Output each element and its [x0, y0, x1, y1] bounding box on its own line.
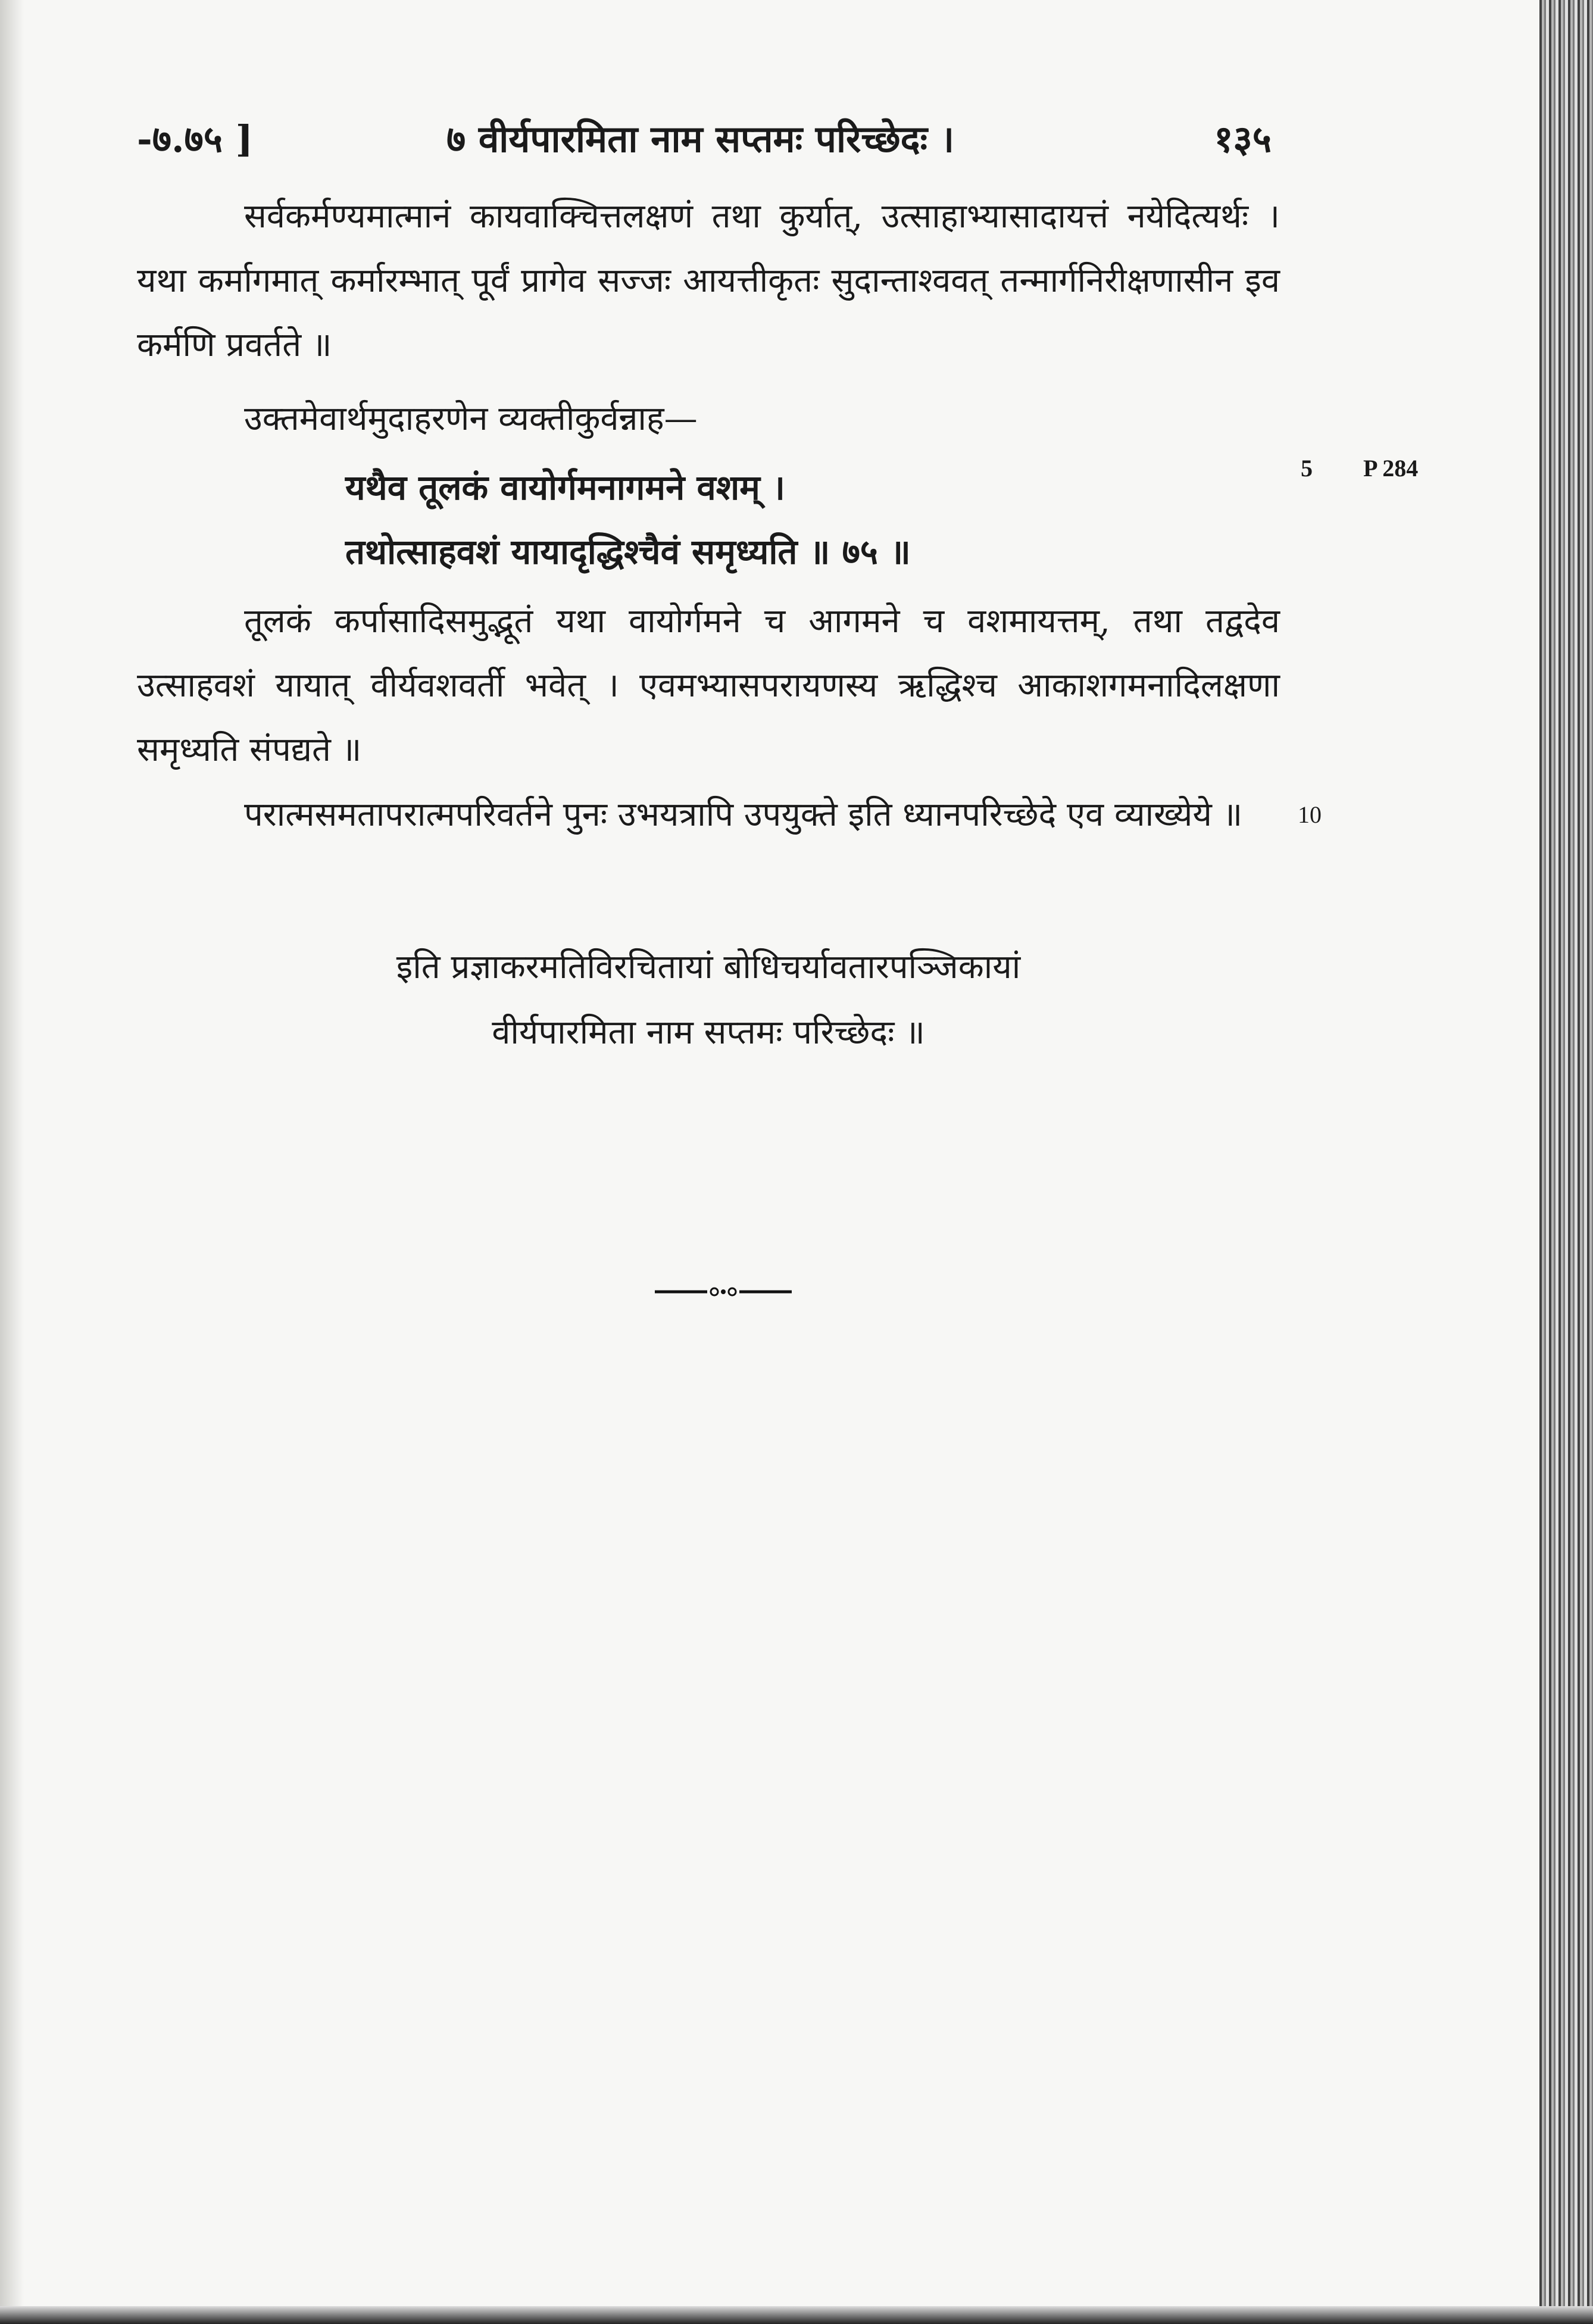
commentary-paragraph-3: परात्मसमतापरात्मपरिवर्तने पुनः उभयत्रापि उपयुक्ते इति ध्यानपरिच्छेदे एव व्याख्येये ॥	[244, 795, 1243, 834]
colophon-line-2: वीर्यपारमिता नाम सप्तमः परिच्छेदः ॥	[492, 1013, 925, 1052]
page-number: १३५	[1214, 117, 1272, 161]
commentary-paragraph-1: सर्वकर्मण्यमात्मानं कायवाक्चित्तलक्षणं तथा कुर्यात्, उत्साहाभ्यासादायत्तं नयेदित्यर्थः । यथा कर्मागमात् कर्मारम्भात् पूर्वं प्रागेव सज्जः आयत्तीकृतः सुदान्ताश्ववत् तन्मार्गनिरीक्षणासीन इव कर्मणि प्रवर्तते ॥	[137, 197, 1280, 364]
verse-line-1: यथैव तूलकं वायोर्गमनागमने वशम् ।	[345, 467, 786, 508]
introductory-line: उक्तमेवार्थमुदाहरणेन व्यक्तीकुर्वन्नाह—	[244, 399, 698, 438]
header-verse-range: -७.७५ ]	[137, 117, 253, 161]
margin-line-number-10: 10	[1298, 801, 1322, 828]
book-spine-edge	[1539, 0, 1593, 2324]
margin-line-number-5: 5	[1301, 455, 1313, 482]
commentary-paragraph-2: तूलकं कर्पासादिसमुद्भूतं यथा वायोर्गमने च आगमने च वशमायत्तम्, तथा तद्वदेव उत्साहवशं यायात् वीर्यवशवर्ती भवेत् । एवमभ्यासपरायणस्य ऋद्धिश्च आकाशगमनादिलक्षणा समृध्यति संपद्यते ॥	[137, 602, 1280, 769]
colophon-line-1: इति प्रज्ञाकरमतिविरचितायां बोधिचर्यावतारपञ्जिकायां	[396, 948, 1021, 986]
header-chapter-title: ७ वीर्यपारमिता नाम सप्तमः परिच्छेदः ।	[446, 117, 955, 161]
page-left-shadow	[0, 0, 24, 2324]
end-ornament	[655, 1286, 792, 1298]
page-bottom-edge	[0, 2306, 1593, 2324]
margin-page-reference: P 284	[1363, 455, 1419, 482]
verse-line-2: तथोत्साहवशं यायादृद्धिश्चैवं समृध्यति ॥ ७५ ॥	[345, 532, 911, 572]
